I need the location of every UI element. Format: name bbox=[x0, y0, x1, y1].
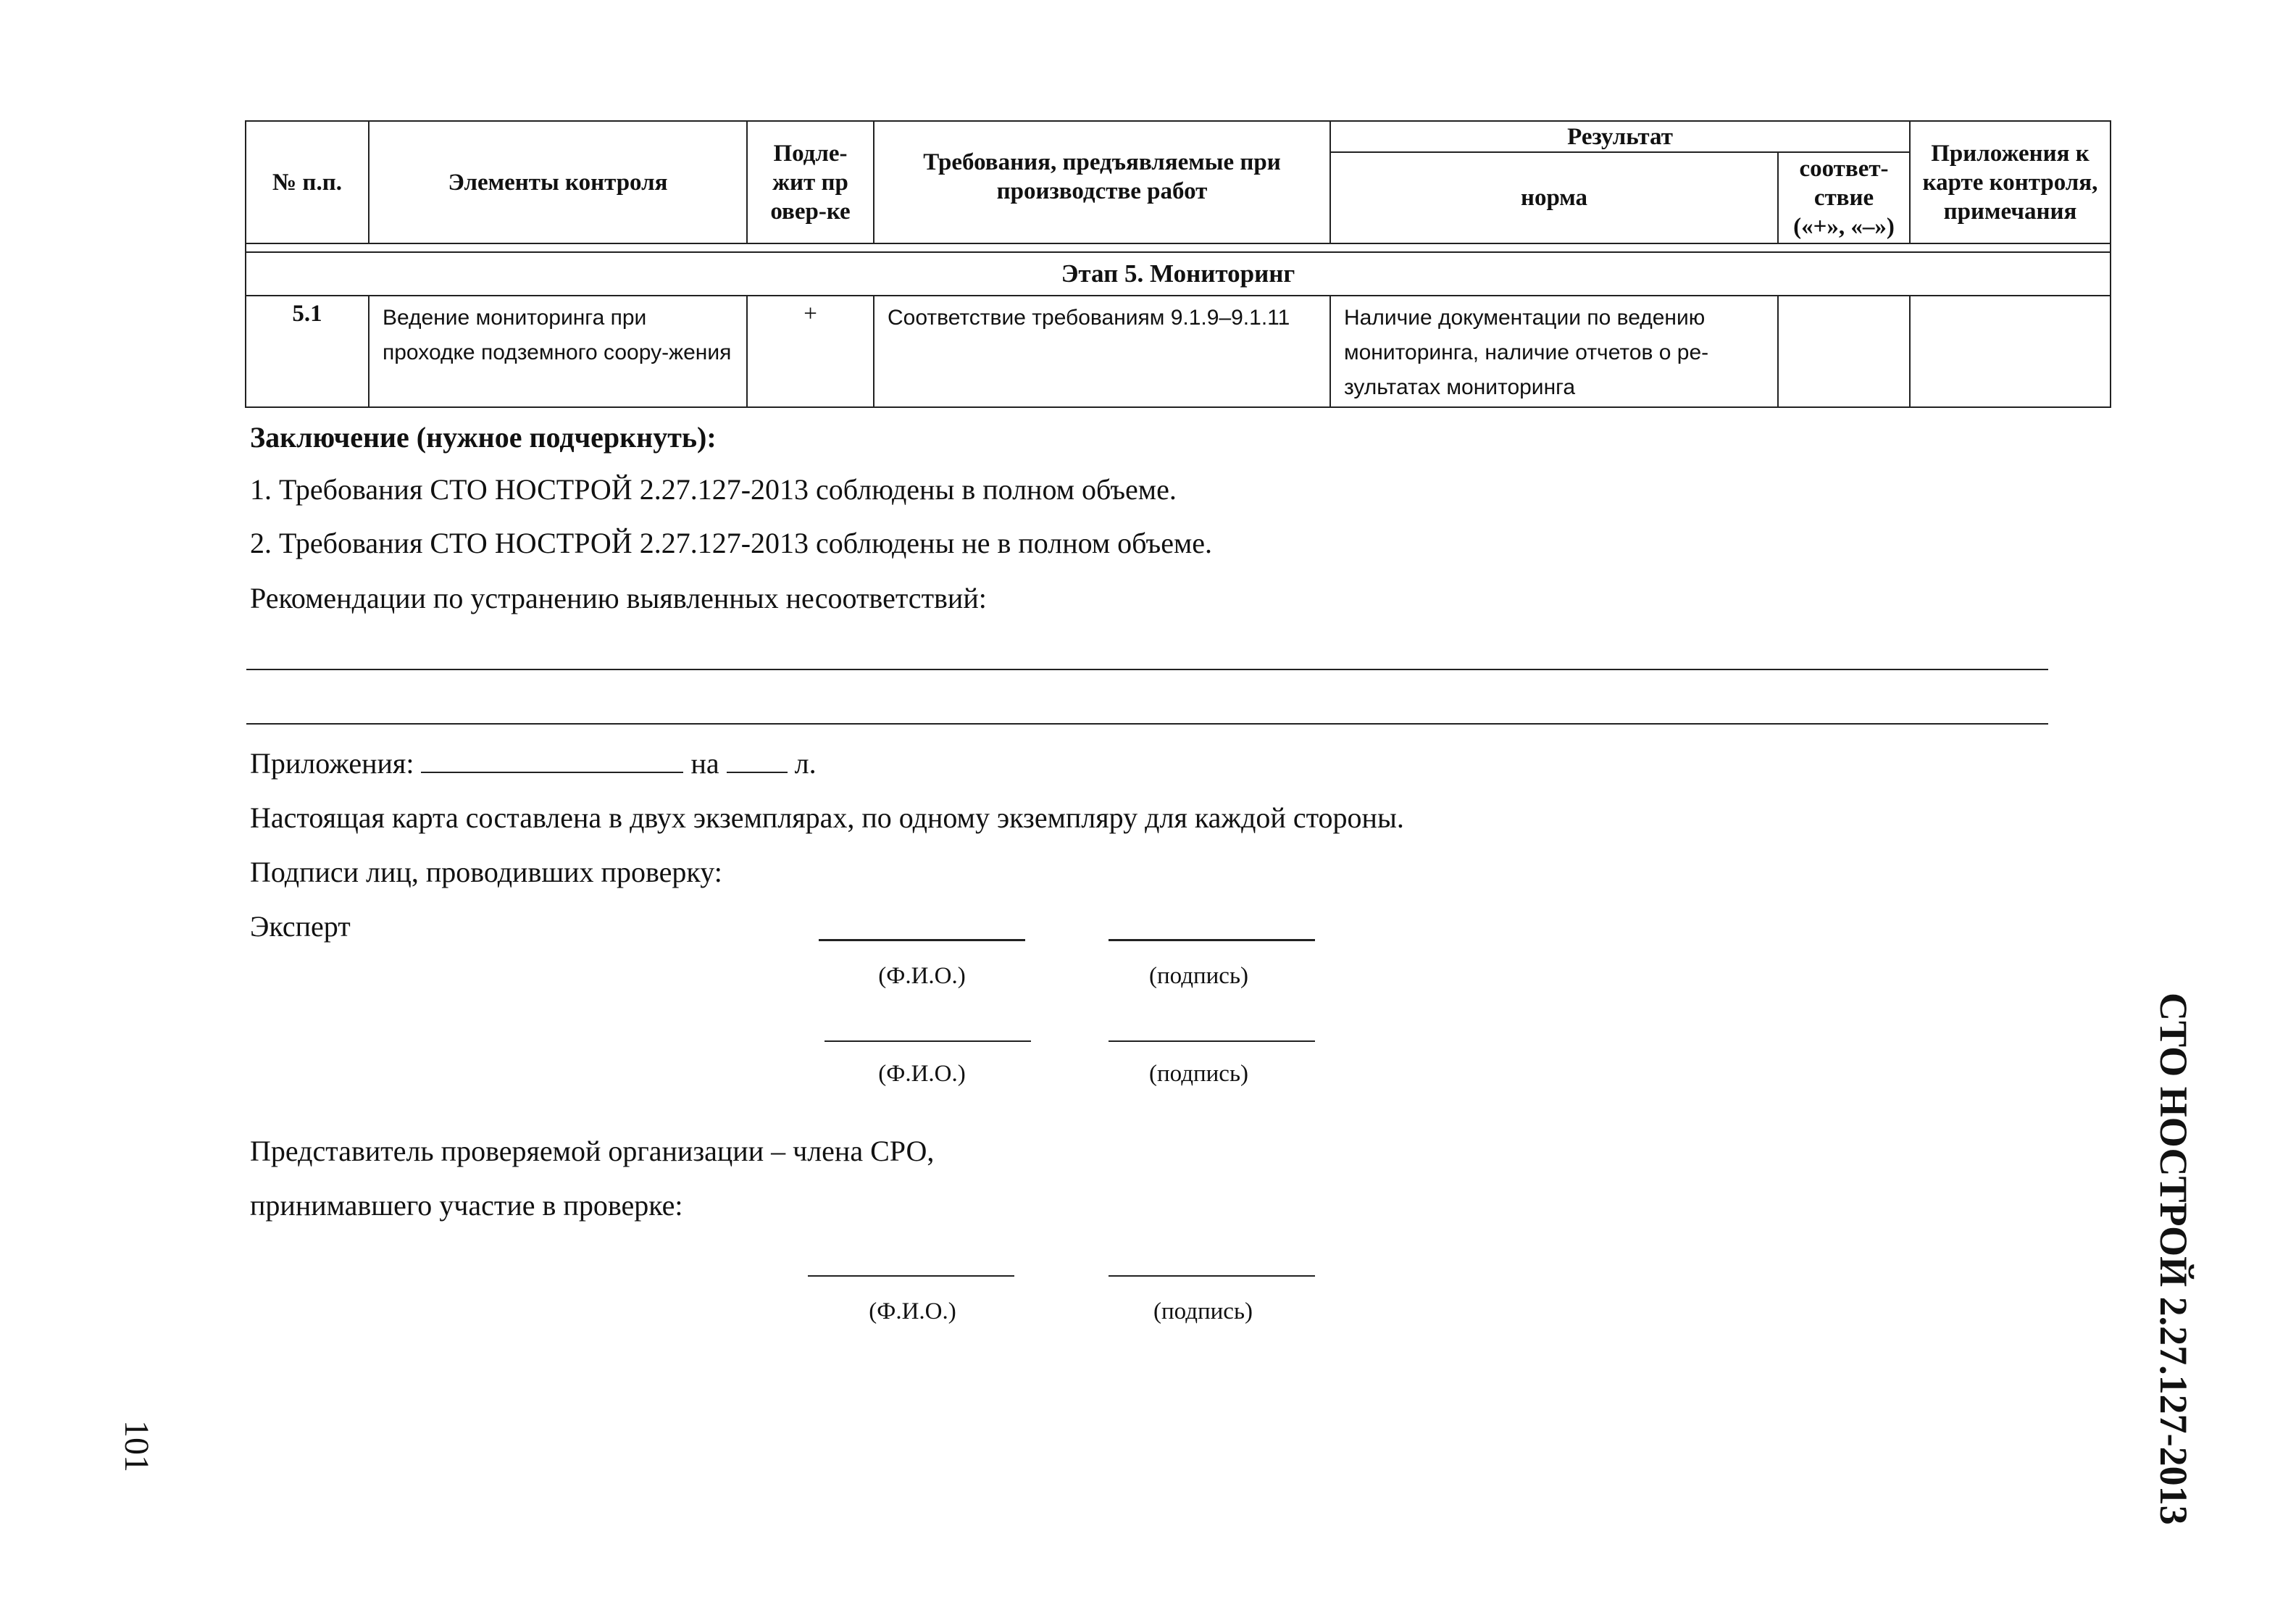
row-subject: + bbox=[747, 296, 874, 407]
recommendations-label: Рекомендации по устранению выявленных несоответствий: bbox=[250, 582, 987, 614]
header-compliance-text: соответ-ствие («+», «–») bbox=[1793, 156, 1895, 240]
recommendations-line-2[interactable] bbox=[246, 723, 2048, 725]
table-row bbox=[246, 296, 2111, 407]
header-num: № п.п. bbox=[246, 121, 369, 243]
stage-title: Этап 5. Мониторинг bbox=[246, 252, 2111, 296]
expert-signature-line-2[interactable] bbox=[1109, 1040, 1315, 1042]
control-table bbox=[245, 120, 2111, 408]
attachments-sheets: л. bbox=[794, 747, 817, 780]
header-result: Результат bbox=[1330, 121, 1910, 152]
recommendations-line-1[interactable] bbox=[246, 669, 2048, 670]
expert-fio-line-1[interactable] bbox=[819, 939, 1025, 941]
signature-caption: (подпись) bbox=[1153, 1298, 1253, 1324]
side-header-text: СТО НОСТРОЙ 2.27.127-2013 bbox=[2152, 993, 2195, 1525]
header-requirements bbox=[874, 121, 1330, 243]
header-requirements-text: Требования, предъявляемые при производстве работ bbox=[923, 149, 1281, 204]
attachments-label: Приложения: bbox=[250, 747, 414, 780]
row-attachments bbox=[1910, 296, 2111, 407]
row-num: 5.1 bbox=[246, 296, 369, 407]
expert-fio-line-2[interactable] bbox=[825, 1040, 1031, 1042]
header-attachments-text: Приложения к карте контроля, примечания bbox=[1922, 140, 2098, 225]
signature-caption: (подпись) bbox=[1149, 963, 1248, 989]
attachments-row bbox=[250, 746, 817, 781]
signature-caption: (подпись) bbox=[1149, 1061, 1248, 1087]
representative-line-2: принимавшего участие в проверке: bbox=[250, 1189, 683, 1222]
representative-fio-line[interactable] bbox=[808, 1275, 1014, 1277]
attachments-sheets-field[interactable] bbox=[727, 750, 788, 773]
conclusion-option-2: 2. Требования СТО НОСТРОЙ 2.27.127-2013 соблюдены не в полном объеме. bbox=[250, 527, 1213, 559]
expert-signature-line-1[interactable] bbox=[1109, 939, 1315, 941]
header-norm: норма bbox=[1330, 152, 1778, 243]
representative-line-1: Представитель проверяемой организации – члена СРО, bbox=[250, 1135, 935, 1167]
attachments-on: на bbox=[690, 747, 719, 780]
page-number-text: 101 bbox=[117, 1420, 156, 1472]
attachments-field[interactable] bbox=[421, 750, 683, 773]
fio-caption: (Ф.И.О.) bbox=[878, 963, 966, 989]
header-subject bbox=[747, 121, 874, 243]
row-compliance bbox=[1778, 296, 1910, 407]
table-gap bbox=[246, 243, 2111, 252]
row-requirement: Соответствие требованиям 9.1.9–9.1.11 bbox=[874, 296, 1330, 407]
conclusion-option-1: 1. Требования СТО НОСТРОЙ 2.27.127-2013 соблюдены в полном объеме. bbox=[250, 473, 1177, 506]
row-norm: Наличие документации по ведению мониторинга, наличие отчетов о ре-зультатах мониторинга bbox=[1330, 296, 1778, 407]
conclusion-title: Заключение (нужное подчеркнуть): bbox=[250, 421, 717, 454]
header-compliance bbox=[1778, 152, 1910, 243]
header-elements: Элементы контроля bbox=[369, 121, 747, 243]
header-attachments bbox=[1910, 121, 2111, 243]
fio-caption: (Ф.И.О.) bbox=[878, 1061, 966, 1087]
copies-text: Настоящая карта составлена в двух экземплярах, по одному экземпляру для каждой стороны. bbox=[250, 801, 1404, 834]
header-subject-text: Подле-жит провер-ке bbox=[770, 140, 851, 225]
row-element: Ведение мониторинга при проходке подземного соору-жения bbox=[369, 296, 747, 407]
signatures-title: Подписи лиц, проводивших проверку: bbox=[250, 856, 722, 888]
expert-label: Эксперт bbox=[250, 910, 351, 943]
fio-caption: (Ф.И.О.) bbox=[869, 1298, 956, 1324]
representative-signature-line[interactable] bbox=[1109, 1275, 1315, 1277]
